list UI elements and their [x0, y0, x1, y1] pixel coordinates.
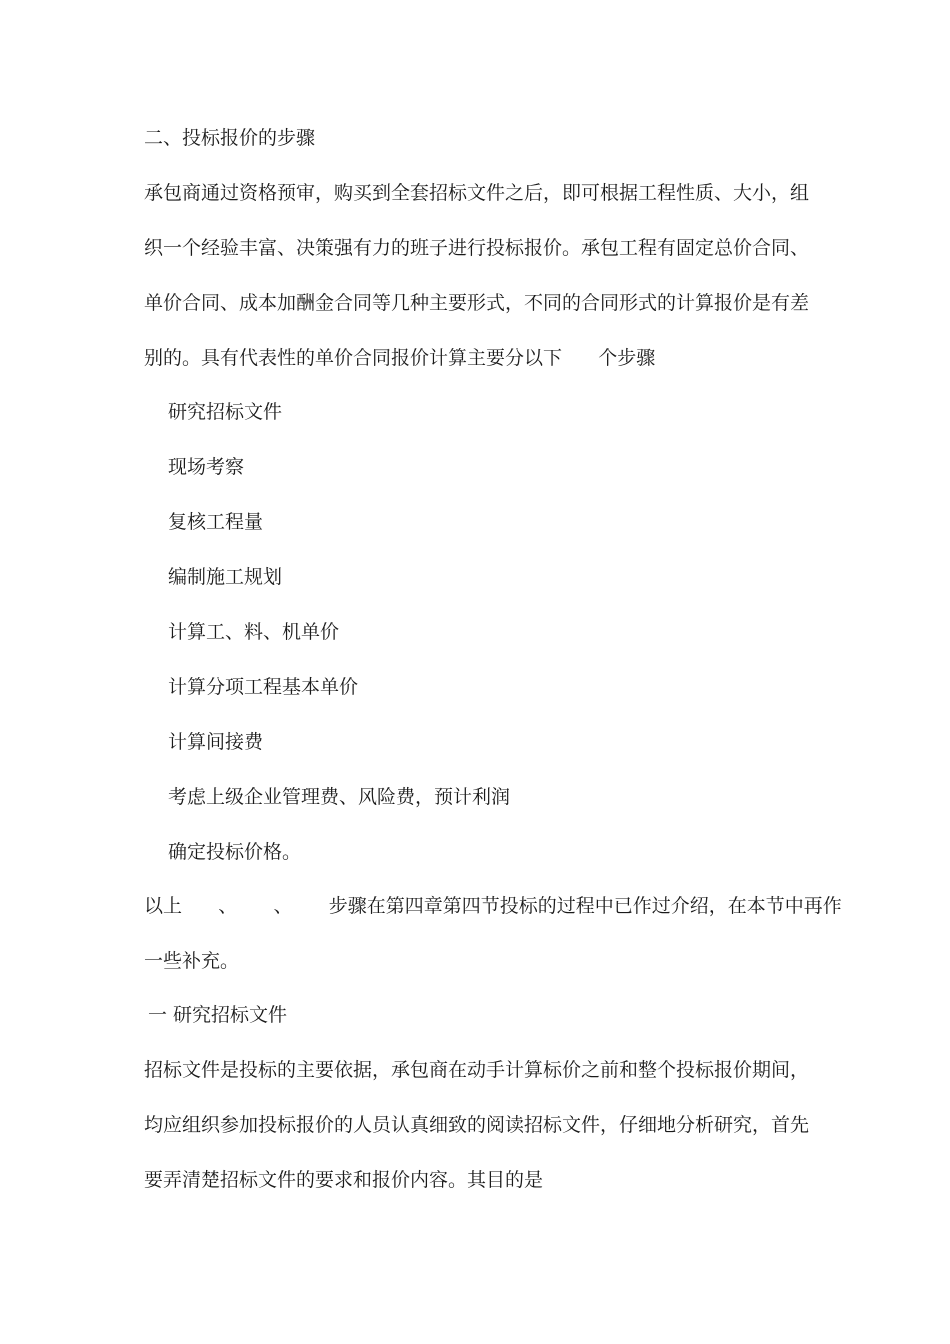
- step-item: 现场考察: [168, 456, 245, 478]
- step-item: 确定投标价格。: [168, 841, 302, 863]
- document-heading: 二、投标报价的步骤: [144, 127, 316, 149]
- step-item: 复核工程量: [168, 511, 264, 533]
- step-item: 计算分项工程基本单价: [168, 676, 359, 698]
- step-item: 考虑上级企业管理费、风险费，预计利润: [168, 786, 511, 808]
- step-item: 计算间接费: [168, 731, 264, 753]
- step-item: 编制施工规划: [168, 566, 283, 588]
- section-line-2: 均应组织参加投标报价的人员认真细致的阅读招标文件，仔细地分析研究，首先: [144, 1114, 810, 1136]
- note-line-2: 一些补充。: [144, 950, 240, 972]
- section-line-1: 招标文件是投标的主要依据，承包商在动手计算标价之前和整个投标报价期间，: [144, 1059, 810, 1081]
- intro-line-1: 承包商通过资格预审，购买到全套招标文件之后，即可根据工程性质、大小，组: [144, 182, 810, 204]
- intro-line-2: 织一个经验丰富、决策强有力的班子进行投标报价。承包工程有固定总价合同、: [144, 237, 810, 259]
- step-item: 计算工、料、机单价: [168, 621, 340, 643]
- intro-line-3: 单价合同、成本加酬金合同等几种主要形式，不同的合同形式的计算报价是有差: [144, 292, 810, 314]
- note-line-1: 以上 、 、 步骤在第四章第四节投标的过程中已作过介绍，在本节中再作: [144, 895, 842, 917]
- section-line-3: 要弄清楚招标文件的要求和报价内容。其目的是: [144, 1169, 544, 1191]
- section-heading: 一 研究招标文件: [148, 1004, 288, 1026]
- step-item: 研究招标文件: [168, 401, 283, 423]
- intro-line-4: 别的。具有代表性的单价合同报价计算主要分以下 个步骤: [144, 347, 656, 369]
